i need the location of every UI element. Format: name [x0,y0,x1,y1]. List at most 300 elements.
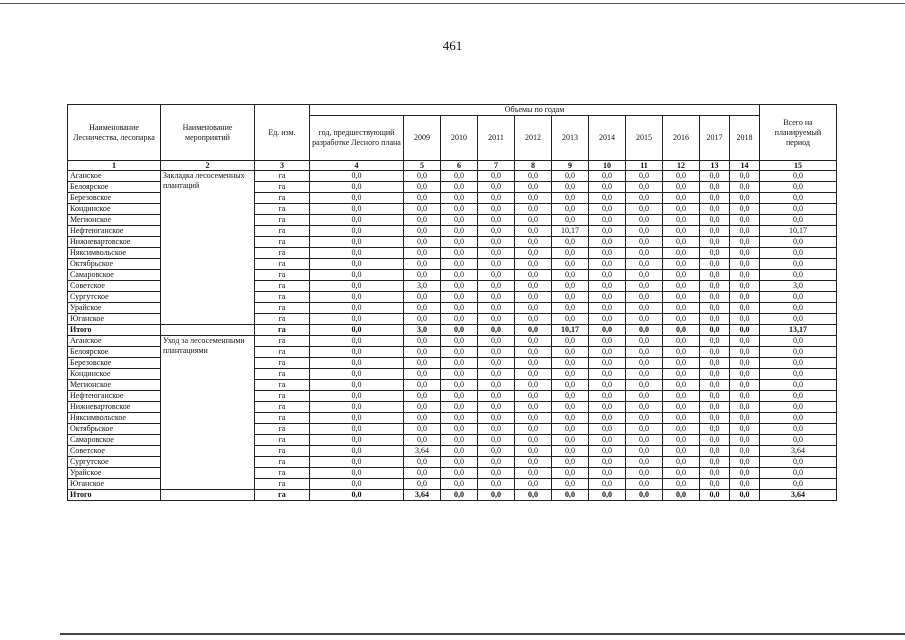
value-cell: 10,17 [552,325,589,336]
value-cell: 0,0 [310,303,404,314]
value-cell: 0,0 [478,391,515,402]
value-cell: 0,0 [478,358,515,369]
value-cell: 0,0 [663,347,700,358]
value-cell: 0,0 [730,446,760,457]
column-number: 12 [663,161,700,171]
unit-cell: га [255,226,310,237]
activity-cell-empty [161,490,255,501]
column-number: 7 [478,161,515,171]
value-cell: 0,0 [552,347,589,358]
forestry-name: Кондинское [68,204,161,215]
value-cell: 0,0 [700,446,730,457]
value-cell: 0,0 [700,424,730,435]
column-number: 1 [68,161,161,171]
unit-cell: га [255,237,310,248]
value-cell: 0,0 [441,369,478,380]
value-cell: 0,0 [730,358,760,369]
header-forestry: Наименование Лесничества, лесопарка [68,105,161,161]
value-cell: 0,0 [478,204,515,215]
value-cell: 0,0 [730,281,760,292]
value-cell: 0,0 [663,314,700,325]
value-cell: 0,0 [310,413,404,424]
forestry-name: Советское [68,281,161,292]
value-cell: 0,0 [404,391,441,402]
value-cell: 0,0 [478,435,515,446]
header-year: 2012 [515,116,552,161]
value-cell: 0,0 [700,325,730,336]
forestry-name: Юганское [68,479,161,490]
value-cell: 0,0 [700,226,730,237]
value-cell: 0,0 [589,303,626,314]
total-row [68,490,837,501]
forestry-name: Самаровское [68,435,161,446]
value-cell: 0,0 [310,325,404,336]
value-cell: 0,0 [730,171,760,182]
value-cell: 0,0 [441,193,478,204]
value-cell: 0,0 [700,479,730,490]
value-cell: 0,0 [663,380,700,391]
forestry-name: Нижневартовское [68,237,161,248]
value-cell: 0,0 [626,402,663,413]
value-cell: 0,0 [760,204,837,215]
value-cell: 0,0 [310,457,404,468]
forestry-name: Октябрьское [68,424,161,435]
unit-cell: га [255,292,310,303]
value-cell: 0,0 [552,193,589,204]
value-cell: 0,0 [478,182,515,193]
value-cell: 0,0 [552,259,589,270]
value-cell: 3,0 [404,281,441,292]
unit-cell: га [255,171,310,182]
value-cell: 0,0 [515,281,552,292]
value-cell: 0,0 [700,204,730,215]
value-cell: 0,0 [626,204,663,215]
value-cell: 0,0 [700,347,730,358]
total-row [68,325,837,336]
value-cell: 0,0 [478,457,515,468]
value-cell: 0,0 [552,215,589,226]
value-cell: 0,0 [589,248,626,259]
value-cell: 0,0 [310,215,404,226]
unit-cell: га [255,325,310,336]
forestry-name: Юганское [68,314,161,325]
value-cell: 0,0 [310,490,404,501]
top-rule [0,3,905,4]
value-cell: 3,64 [760,446,837,457]
forestry-name: Сургутское [68,292,161,303]
value-cell: 0,0 [404,314,441,325]
value-cell: 0,0 [760,259,837,270]
value-cell: 0,0 [515,347,552,358]
value-cell: 0,0 [663,369,700,380]
value-cell: 0,0 [700,391,730,402]
value-cell: 0,0 [730,413,760,424]
value-cell: 0,0 [552,336,589,347]
value-cell: 0,0 [310,171,404,182]
value-cell: 0,0 [310,182,404,193]
value-cell: 0,0 [626,490,663,501]
value-cell: 0,0 [310,248,404,259]
value-cell: 0,0 [663,413,700,424]
value-cell: 0,0 [515,369,552,380]
value-cell: 0,0 [310,435,404,446]
value-cell: 0,0 [626,347,663,358]
unit-cell: га [255,336,310,347]
value-cell: 0,0 [760,347,837,358]
value-cell: 0,0 [552,171,589,182]
value-cell: 0,0 [663,402,700,413]
unit-cell: га [255,380,310,391]
value-cell: 0,0 [310,292,404,303]
value-cell: 0,0 [760,479,837,490]
value-cell: 0,0 [515,336,552,347]
value-cell: 0,0 [700,193,730,204]
value-cell: 0,0 [478,325,515,336]
unit-cell: га [255,435,310,446]
value-cell: 0,0 [404,468,441,479]
value-cell: 0,0 [626,435,663,446]
value-cell: 0,0 [700,314,730,325]
value-cell: 0,0 [760,248,837,259]
value-cell: 0,0 [700,248,730,259]
value-cell: 0,0 [626,314,663,325]
value-cell: 0,0 [310,281,404,292]
forestry-name: Нижневартовское [68,402,161,413]
value-cell: 0,0 [626,259,663,270]
value-cell: 0,0 [700,270,730,281]
value-cell: 0,0 [589,270,626,281]
value-cell: 0,0 [589,380,626,391]
value-cell: 0,0 [760,270,837,281]
value-cell: 0,0 [730,204,760,215]
page-number: 461 [442,38,463,53]
value-cell: 0,0 [626,369,663,380]
column-number: 13 [700,161,730,171]
header-prev-year: год, предшествующий разработке Лесного плана [310,116,404,161]
value-cell: 0,0 [404,303,441,314]
value-cell: 0,0 [700,490,730,501]
value-cell: 3,64 [404,446,441,457]
value-cell: 0,0 [404,226,441,237]
value-cell: 0,0 [589,446,626,457]
value-cell: 0,0 [589,182,626,193]
forestry-name: Октябрьское [68,259,161,270]
value-cell: 0,0 [626,270,663,281]
column-number: 2 [161,161,255,171]
value-cell: 0,0 [589,193,626,204]
value-cell: 0,0 [441,347,478,358]
value-cell: 0,0 [589,204,626,215]
value-cell: 0,0 [515,380,552,391]
value-cell: 0,0 [663,193,700,204]
value-cell: 0,0 [700,380,730,391]
value-cell: 0,0 [626,336,663,347]
value-cell: 0,0 [663,358,700,369]
value-cell: 0,0 [589,435,626,446]
value-cell: 0,0 [515,490,552,501]
value-cell: 0,0 [404,479,441,490]
column-number: 15 [760,161,837,171]
table-row [68,336,837,347]
value-cell: 0,0 [552,446,589,457]
value-cell: 0,0 [478,336,515,347]
value-cell: 0,0 [441,237,478,248]
value-cell: 0,0 [441,424,478,435]
value-cell: 10,17 [552,226,589,237]
value-cell: 0,0 [441,413,478,424]
value-cell: 0,0 [589,358,626,369]
value-cell: 0,0 [730,270,760,281]
value-cell: 0,0 [441,303,478,314]
value-cell: 0,0 [589,468,626,479]
value-cell: 0,0 [700,358,730,369]
value-cell: 0,0 [589,424,626,435]
value-cell: 0,0 [552,479,589,490]
value-cell: 0,0 [478,215,515,226]
value-cell: 0,0 [478,259,515,270]
value-cell: 0,0 [700,171,730,182]
value-cell: 0,0 [760,457,837,468]
value-cell: 0,0 [730,215,760,226]
value-cell: 0,0 [515,248,552,259]
value-cell: 0,0 [478,413,515,424]
value-cell: 0,0 [760,413,837,424]
value-cell: 3,64 [760,490,837,501]
value-cell: 0,0 [589,314,626,325]
value-cell: 0,0 [589,347,626,358]
value-cell: 0,0 [515,479,552,490]
unit-cell: га [255,358,310,369]
value-cell: 0,0 [700,369,730,380]
header-years-group: Объемы по годам [310,105,760,116]
value-cell: 0,0 [760,193,837,204]
value-cell: 0,0 [626,226,663,237]
value-cell: 0,0 [552,457,589,468]
forestry-name: Белоярское [68,182,161,193]
value-cell: 0,0 [552,380,589,391]
value-cell: 0,0 [663,479,700,490]
value-cell: 0,0 [478,347,515,358]
forest-plan-table [67,104,837,501]
value-cell: 0,0 [700,402,730,413]
value-cell: 0,0 [730,248,760,259]
value-cell: 0,0 [760,380,837,391]
value-cell: 0,0 [663,171,700,182]
value-cell: 0,0 [441,248,478,259]
value-cell: 0,0 [310,193,404,204]
value-cell: 0,0 [626,292,663,303]
value-cell: 0,0 [589,402,626,413]
value-cell: 0,0 [589,479,626,490]
header-year: 2018 [730,116,760,161]
forestry-name: Белоярское [68,347,161,358]
value-cell: 0,0 [730,193,760,204]
unit-cell: га [255,369,310,380]
forestry-name: Няксимвольское [68,413,161,424]
value-cell: 0,0 [441,325,478,336]
value-cell: 0,0 [626,479,663,490]
value-cell: 0,0 [310,380,404,391]
value-cell: 0,0 [515,182,552,193]
value-cell: 0,0 [552,413,589,424]
value-cell: 0,0 [730,424,760,435]
value-cell: 0,0 [310,237,404,248]
value-cell: 0,0 [663,270,700,281]
value-cell: 0,0 [626,358,663,369]
value-cell: 0,0 [515,358,552,369]
unit-cell: га [255,215,310,226]
value-cell: 0,0 [515,457,552,468]
header-year: 2014 [589,116,626,161]
header-unit: Ед. изм. [255,105,310,161]
value-cell: 0,0 [663,248,700,259]
bottom-rule [60,633,905,635]
value-cell: 0,0 [310,446,404,457]
value-cell: 0,0 [441,446,478,457]
unit-cell: га [255,424,310,435]
header-year: 2010 [441,116,478,161]
value-cell: 0,0 [730,182,760,193]
value-cell: 0,0 [552,490,589,501]
value-cell: 0,0 [626,424,663,435]
value-cell: 0,0 [589,237,626,248]
value-cell: 0,0 [441,391,478,402]
value-cell: 0,0 [310,336,404,347]
unit-cell: га [255,446,310,457]
value-cell: 0,0 [663,424,700,435]
value-cell: 0,0 [441,457,478,468]
value-cell: 0,0 [552,391,589,402]
value-cell: 0,0 [626,325,663,336]
value-cell: 0,0 [730,303,760,314]
value-cell: 0,0 [663,303,700,314]
value-cell: 0,0 [730,380,760,391]
value-cell: 0,0 [552,303,589,314]
value-cell: 0,0 [310,270,404,281]
value-cell: 0,0 [404,204,441,215]
value-cell: 0,0 [700,435,730,446]
value-cell: 0,0 [626,446,663,457]
value-cell: 0,0 [441,490,478,501]
value-cell: 0,0 [552,281,589,292]
column-number: 10 [589,161,626,171]
unit-cell: га [255,490,310,501]
value-cell: 0,0 [730,369,760,380]
value-cell: 0,0 [760,182,837,193]
value-cell: 0,0 [404,259,441,270]
value-cell: 0,0 [404,171,441,182]
value-cell: 0,0 [478,270,515,281]
value-cell: 0,0 [515,325,552,336]
column-number: 14 [730,161,760,171]
value-cell: 0,0 [663,325,700,336]
value-cell: 0,0 [441,171,478,182]
value-cell: 0,0 [663,226,700,237]
value-cell: 0,0 [404,413,441,424]
value-cell: 0,0 [589,369,626,380]
column-number: 8 [515,161,552,171]
value-cell: 0,0 [515,424,552,435]
value-cell: 0,0 [589,325,626,336]
header-total: Всего на планируемый период [760,105,837,161]
unit-cell: га [255,259,310,270]
value-cell: 0,0 [441,336,478,347]
value-cell: 0,0 [700,292,730,303]
value-cell: 0,0 [589,259,626,270]
value-cell: 0,0 [663,204,700,215]
value-cell: 0,0 [404,182,441,193]
forestry-name: Мегионское [68,215,161,226]
value-cell: 0,0 [626,303,663,314]
unit-cell: га [255,468,310,479]
value-cell: 0,0 [478,424,515,435]
value-cell: 0,0 [626,248,663,259]
value-cell: 0,0 [760,314,837,325]
value-cell: 0,0 [478,468,515,479]
value-cell: 0,0 [478,314,515,325]
value-cell: 0,0 [730,468,760,479]
value-cell: 0,0 [730,292,760,303]
value-cell: 0,0 [552,182,589,193]
value-cell: 0,0 [404,358,441,369]
column-number: 9 [552,161,589,171]
forestry-name: Кондинское [68,369,161,380]
value-cell: 0,0 [404,347,441,358]
value-cell: 0,0 [700,237,730,248]
value-cell: 0,0 [310,358,404,369]
value-cell: 0,0 [404,380,441,391]
value-cell: 0,0 [626,215,663,226]
value-cell: 0,0 [441,226,478,237]
value-cell: 0,0 [663,490,700,501]
unit-cell: га [255,479,310,490]
value-cell: 0,0 [310,479,404,490]
value-cell: 0,0 [441,215,478,226]
value-cell: 0,0 [404,270,441,281]
unit-cell: га [255,303,310,314]
activity-cell-empty [161,325,255,336]
header-year: 2013 [552,116,589,161]
forestry-name: Мегионское [68,380,161,391]
value-cell: 3,0 [404,325,441,336]
value-cell: 0,0 [730,226,760,237]
value-cell: 0,0 [515,193,552,204]
value-cell: 0,0 [441,292,478,303]
value-cell: 3,0 [760,281,837,292]
value-cell: 0,0 [663,182,700,193]
value-cell: 0,0 [663,237,700,248]
header-year: 2009 [404,116,441,161]
value-cell: 0,0 [760,402,837,413]
value-cell: 0,0 [760,292,837,303]
column-number: 6 [441,161,478,171]
value-cell: 0,0 [760,336,837,347]
value-cell: 0,0 [663,435,700,446]
value-cell: 0,0 [663,215,700,226]
forestry-name: Сургутское [68,457,161,468]
value-cell: 0,0 [515,468,552,479]
value-cell: 0,0 [626,281,663,292]
value-cell: 0,0 [404,237,441,248]
value-cell: 0,0 [700,413,730,424]
value-cell: 0,0 [663,259,700,270]
value-cell: 0,0 [589,490,626,501]
value-cell: 0,0 [626,237,663,248]
forestry-name: Няксимвольское [68,248,161,259]
value-cell: 0,0 [552,402,589,413]
unit-cell: га [255,281,310,292]
value-cell: 0,0 [700,468,730,479]
